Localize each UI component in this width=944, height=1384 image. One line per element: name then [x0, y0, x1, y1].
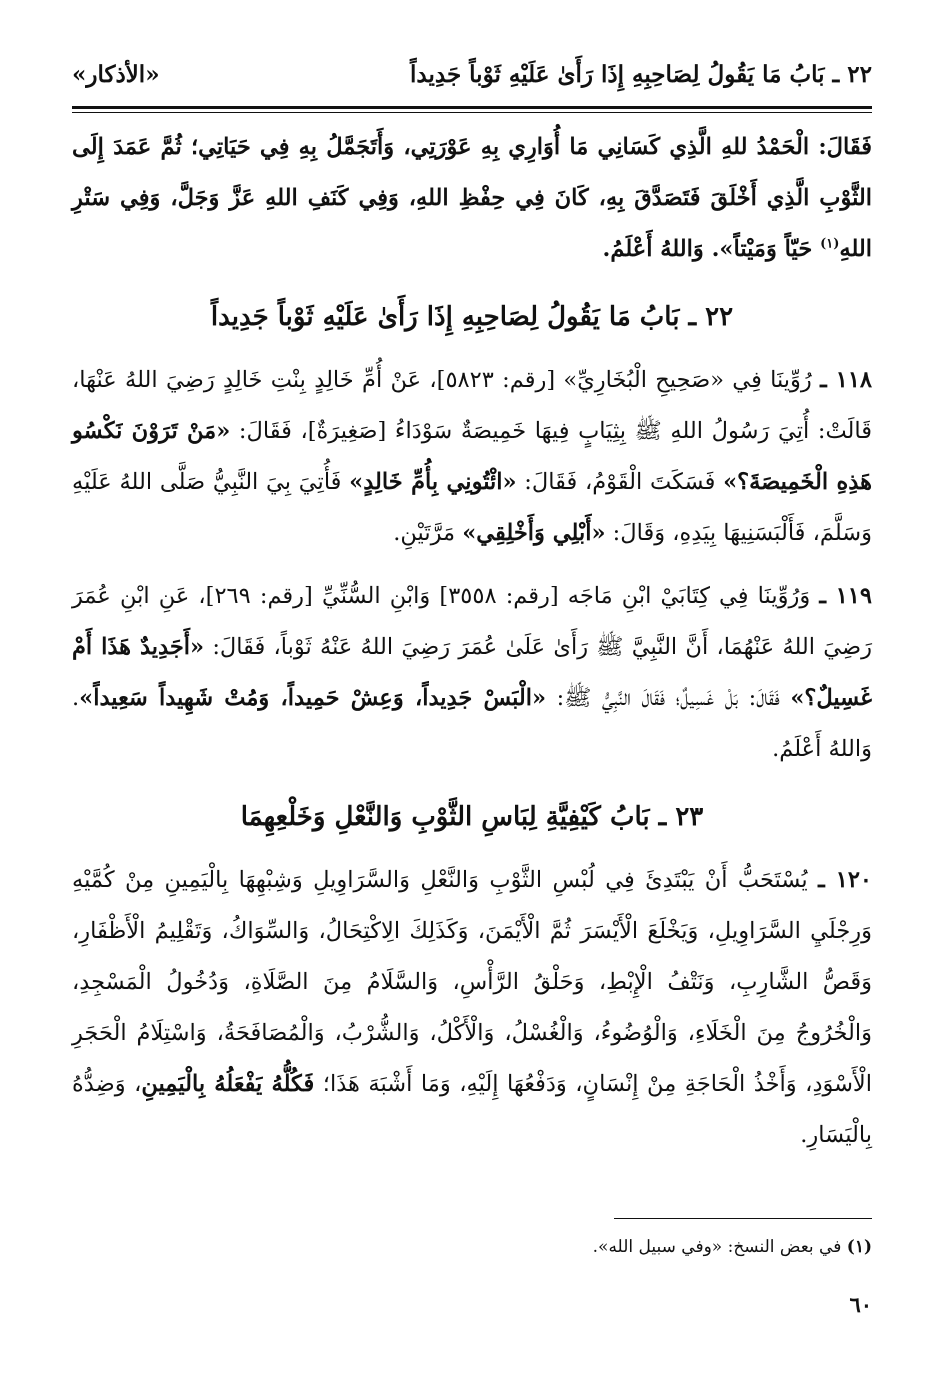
intro-line-3b: حَيّاً وَمَيْتاً». وَاللهُ أَعْلَمُ. — [602, 236, 821, 262]
paragraph-120-bold: فَكُلُّهُ يَفْعَلُهُ بِالْيَمِينِ — [141, 1071, 315, 1097]
intro-paragraph — [72, 122, 872, 275]
intro-line-3a: كَنَفِ اللهِ عَزَّ وَجَلَّ، وَفِي سَتْرِ اللهِ — [72, 185, 872, 262]
hadith-118-text-b: فَسَكَتَ الْقَوْمُ، فَقَالَ: — [516, 469, 724, 495]
hadith-119-text-a: وَرُوِّينَا فِي كِتَابَيْ ابْنِ مَاجَه [رقم: ٣٥٥٨] وَابْنِ السُّنِّيِّ [رقم: ٢٦٩]، عَنِ ابْنِ عُمَرَ رَضِيَ اللهُ عَنْهُمَا، أَنَّ النَّبِيَّ ﷺ رَأَىٰ عَلَىٰ عُمَرَ رَضِيَ اللهُ عَنْهُ ثَوْباً، فَقَالَ: — [72, 583, 872, 660]
section-22-heading: ٢٢ ـ بَابُ مَا يَقُولُ لِصَاحِبِهِ إِذَا رَأَىٰ عَلَيْهِ ثَوْباً جَدِيداً — [210, 302, 734, 332]
hadith-119 — [72, 571, 872, 775]
header-rule — [72, 106, 872, 113]
hadith-118-text-d: مَرَّتَيْنِ. — [393, 520, 463, 546]
hadith-119-quote-2: «الْبَسْ جَدِيداً، وَعِشْ حَمِيداً، وَمُتْ شَهِيداً سَعِيداً» — [79, 685, 547, 711]
hadith-119-text-b: فَقَالَ: بَلْ غَسِيلٌ؛ فَقَالَ النَّبِيُّ ﷺ: — [546, 685, 791, 711]
paragraph-120 — [72, 855, 872, 1161]
hadith-118-text-c: فَأُتِيَ بِيَ النَّبِيُّ صَلَّى اللهُ عَلَيْهِ وَسَلَّمَ، فَأَلْبَسَنِيهَا بِيَدِهِ، وَقَالَ: — [72, 469, 872, 546]
footnote-marker: (١) — [846, 1237, 872, 1257]
page-number: ٦٠ — [849, 1292, 872, 1317]
hadith-119-number: ١١٩ ـ — [819, 583, 872, 609]
hadith-119-text-c: . وَاللهُ أَعْلَمُ. — [72, 685, 872, 762]
footnote-text: في بعض النسخ: «وفي سبيل الله». — [592, 1237, 847, 1257]
hadith-118-quote-1: «مَنْ تَرَوْنَ نَكْسُو هَذِهِ الْخَمِيصَةَ؟» — [72, 418, 872, 495]
paragraph-120-number: ١٢٠ ـ — [818, 867, 872, 893]
footnote-reference: (١) — [820, 236, 840, 252]
page-content — [72, 122, 872, 1161]
intro-line-2: ثُمَّ عَمَدَ إِلَى الثَّوْبِ الَّذِي أَخْلَقَ فَتَصَدَّقَ بِهِ، كَانَ فِي حِفْظِ اللهِ، وَفِي — [72, 134, 872, 211]
hadith-118 — [72, 355, 872, 559]
section-23-heading: ٢٣ ـ بَابُ كَيْفِيَّةِ لِبَاسِ الثَّوْبِ وَالنَّعْلِ وَخَلْعِهِمَا — [240, 802, 704, 832]
paragraph-120-tail: ، وَضِدُّهُ بِالْيَسَارِ. — [72, 1071, 872, 1148]
header-book-title: «الأذكار» — [72, 60, 160, 88]
intro-line-1: فَقَالَ: الْحَمْدُ للهِ الَّذِي كَسَانِي مَا أُوَارِي بِهِ عَوْرَتِي، وَأَتَجَمَّلُ بِهِ فِي حَيَاتِي؛ — [191, 134, 872, 160]
hadith-119-quote-1: «أَجَدِيدٌ هَذَا أَمْ غَسِيلٌ؟» — [72, 634, 872, 711]
hadith-118-number: ١١٨ ـ — [820, 367, 872, 393]
paragraph-120-text: يُسْتَحَبُّ أَنْ يَبْتَدِئَ فِي لُبْسِ الثَّوْبِ وَالنَّعْلِ وَالسَّرَاوِيلِ وَشِبْهِهَا بِالْيَمِينِ مِنْ كُمَّيْهِ وَرِجْلَيِ السَّرَاوِيلِ، وَيَخْلَعَ الْأَيْسَرَ ثُمَّ الْأَيْمَنَ، وَكَذَلِكَ الِاكْتِحَالُ، وَالسِّوَاكُ، وَتَقْلِيمُ الْأَظْفَارِ، وَقَصُّ الشَّارِبِ، وَنَتْفُ الْإِبْطِ، وَحَلْقُ الرَّأْسِ، وَالسَّلَامُ مِنَ الصَّلَاةِ، وَدُخُولُ الْمَسْجِدِ، وَالْخُرُوجُ مِنَ الْخَلَاءِ، وَالْوُضُوءُ، وَالْغُسْلُ، وَالْأَكْلُ، وَالشُّرْبُ، وَالْمُصَافَحَةُ، وَاسْتِلَامُ الْحَجَرِ الْأَسْوَدِ، وَأَخْذُ الْحَاجَةِ مِنْ إِنْسَانٍ، وَدَفْعُهَا إِلَيْهِ، وَمَا أَشْبَهَ هَذَا؛ — [72, 867, 873, 1097]
header-chapter-title: ٢٢ ـ بَابُ مَا يَقُولُ لِصَاحِبِهِ إِذَا رَأَىٰ عَلَيْهِ ثَوْباً جَدِيداً — [410, 60, 872, 88]
hadith-118-text-a: رُوِّينَا فِي «صَحِيحِ الْبُخَارِيِّ» [رقم: ٥٨٢٣]، عَنْ أُمِّ خَالِدٍ بِنْتِ خَالِدٍ رَضِيَ اللهُ عَنْهَا، قَالَتْ: أُتِيَ رَسُولُ اللهِ ﷺ بِثِيَابٍ فِيهَا خَمِيصَةٌ سَوْدَاءُ [صَغِيرَةٌ]، فَقَالَ: — [72, 367, 872, 444]
running-header — [72, 52, 872, 96]
hadith-118-quote-3: «أَبْلِي وَأَخْلِقِي» — [462, 520, 606, 546]
footnote — [172, 1232, 872, 1262]
hadith-118-quote-2: «ائْتُونِي بِأُمِّ خَالِدٍ» — [349, 469, 517, 495]
footnote-rule — [614, 1218, 872, 1219]
